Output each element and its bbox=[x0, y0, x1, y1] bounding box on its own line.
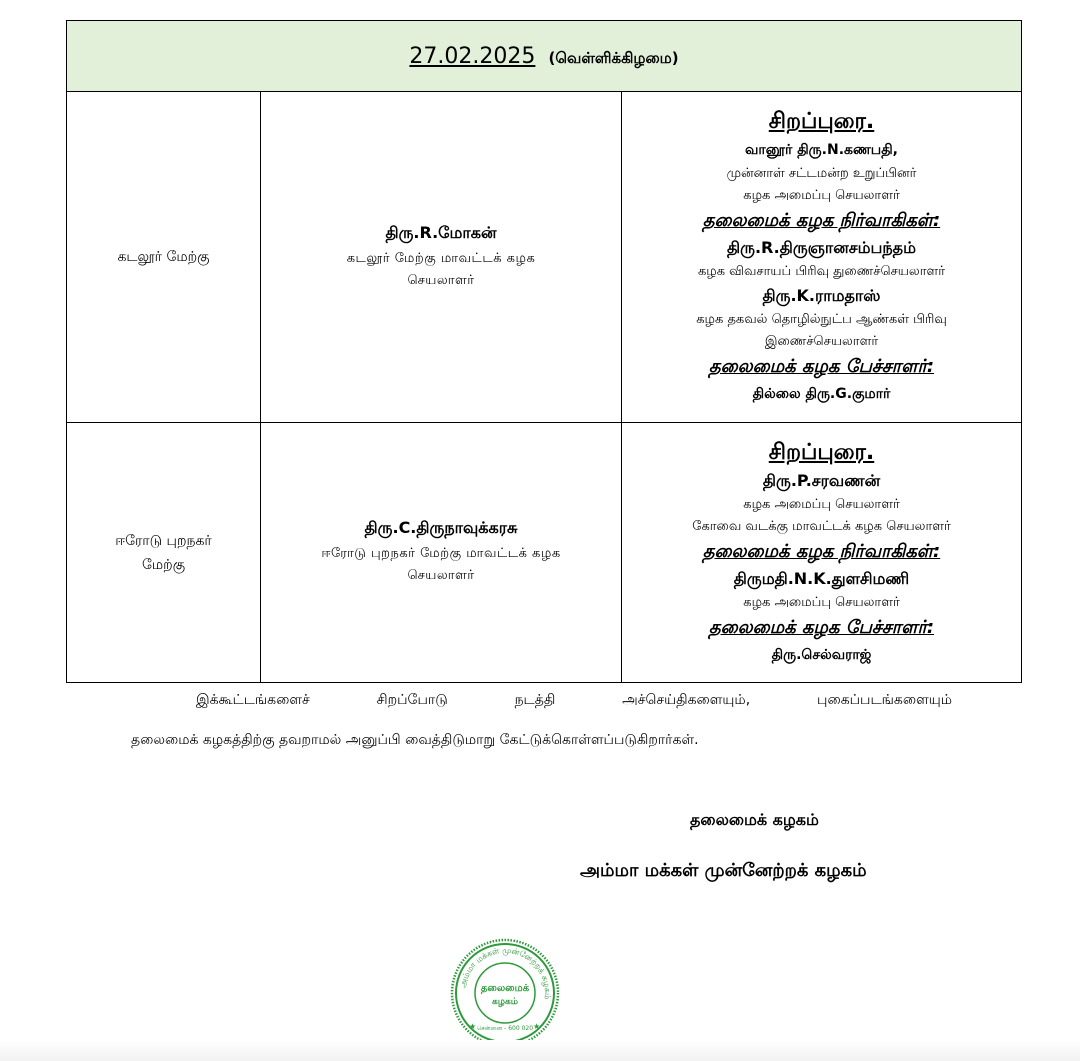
special-speech-heading: சிறப்புரை. bbox=[768, 439, 875, 465]
admin-name: திரு.K.ராமதாஸ் bbox=[762, 286, 881, 305]
signature-headquarters: தலைமைக் கழகம் bbox=[690, 810, 819, 829]
special-speaker-name: வானூர் திரு.N.கணபதி, bbox=[745, 142, 898, 158]
special-speech-heading: சிறப்புரை. bbox=[768, 109, 875, 134]
district-name: ஈரோடு புறநகர் bbox=[115, 532, 212, 549]
district-cell bbox=[67, 423, 261, 683]
speaker-name: திரு.செல்வராஜ் bbox=[771, 646, 872, 663]
admin-name: திருமதி.N.K.துளசிமணி bbox=[733, 568, 910, 588]
secretary-cell bbox=[261, 92, 622, 423]
admin-role: இணைச்செயலாளர் bbox=[764, 334, 879, 349]
district-cell bbox=[67, 92, 261, 423]
secretary-role: ஈரோடு புறநகர் மேற்கு மாவட்டக் கழக bbox=[321, 546, 561, 561]
meeting-date: 27.02.2025 bbox=[409, 43, 536, 69]
star-icon: ★ bbox=[533, 1022, 541, 1031]
speakers-cell bbox=[622, 423, 1022, 683]
date-header-row bbox=[67, 21, 1022, 92]
admins-heading: தலைமைக் கழக நிர்வாகிகள்: bbox=[702, 540, 941, 562]
speakers-cell bbox=[622, 92, 1022, 423]
admins-heading: தலைமைக் கழக நிர்வாகிகள்: bbox=[702, 210, 941, 231]
special-speaker-role: கோவை வடக்கு மாவட்டக் கழக செயலாளர் bbox=[692, 518, 951, 534]
seal-center-text: கழகம் bbox=[492, 997, 518, 1007]
admin-role: கழக தகவல் தொழில்நுட்ப ஆண்கள் பிரிவு bbox=[696, 312, 947, 327]
date-header-cell bbox=[67, 21, 1022, 92]
special-speaker-role: முன்னாள் சட்டமன்ற உறுப்பினர் bbox=[726, 166, 917, 181]
seal-bottom-text: சென்னை - 600 020 bbox=[476, 1025, 534, 1032]
party-seal-stamp bbox=[449, 937, 561, 1049]
footer-request-line: தலைமைக் கழகத்திற்கு தவறாமல் அனுப்பி வைத்திடுமாறு கேட்டுக்கொள்ளப்படுகிறார்கள். bbox=[131, 732, 699, 748]
secretary-cell bbox=[261, 423, 622, 683]
star-icon: ★ bbox=[469, 1022, 477, 1031]
meeting-day: (வெள்ளிக்கிழமை) bbox=[548, 48, 679, 67]
signature-party-name: அம்மா மக்கள் முன்னேற்றக் கழகம் bbox=[580, 860, 867, 881]
seal-center-text: தலைமைக் bbox=[480, 983, 530, 994]
secretary-name: திரு.R.மோகன் bbox=[385, 222, 497, 242]
district-name: கடலூர் மேற்கு bbox=[117, 249, 210, 265]
schedule-table bbox=[66, 20, 1022, 683]
footer-request-line: இக்கூட்டங்களைச் சிறப்போடு நடத்தி அச்செய்திகளையும், புகைப்படங்களையும் bbox=[196, 692, 952, 708]
admin-role: கழக அமைப்பு செயலாளர் bbox=[743, 594, 900, 610]
district-name: மேற்கு bbox=[141, 556, 186, 573]
table-row bbox=[67, 423, 1022, 683]
speaker-heading: தலைமைக் கழக பேச்சாளர்: bbox=[708, 616, 935, 638]
secretary-role: கடலூர் மேற்கு மாவட்டக் கழக bbox=[346, 250, 536, 266]
secretary-role: செயலாளர் bbox=[407, 272, 475, 288]
secretary-role: செயலாளர் bbox=[407, 568, 475, 583]
special-speaker-name: திரு.P.சரவணன் bbox=[762, 470, 881, 490]
speaker-heading: தலைமைக் கழக பேச்சாளர்: bbox=[708, 356, 935, 377]
admin-role: கழக விவசாயப் பிரிவு துணைச்செயலாளர் bbox=[697, 264, 946, 279]
secretary-name: திரு.C.திருநாவுக்கரசு bbox=[364, 518, 518, 537]
page-bottom-shade bbox=[0, 1040, 1080, 1061]
speaker-name: தில்லை திரு.G.குமார் bbox=[752, 386, 891, 402]
admin-name: திரு.R.திருஞானசம்பந்தம் bbox=[727, 238, 916, 257]
special-speaker-role: கழக அமைப்பு செயலாளர் bbox=[743, 496, 900, 512]
seal-ring-text: அம்மா மக்கள் முன்னேற்றக் கழகம் bbox=[458, 945, 553, 1000]
special-speaker-role: கழக அமைப்பு செயலாளர் bbox=[743, 188, 900, 203]
table-row bbox=[67, 92, 1022, 423]
